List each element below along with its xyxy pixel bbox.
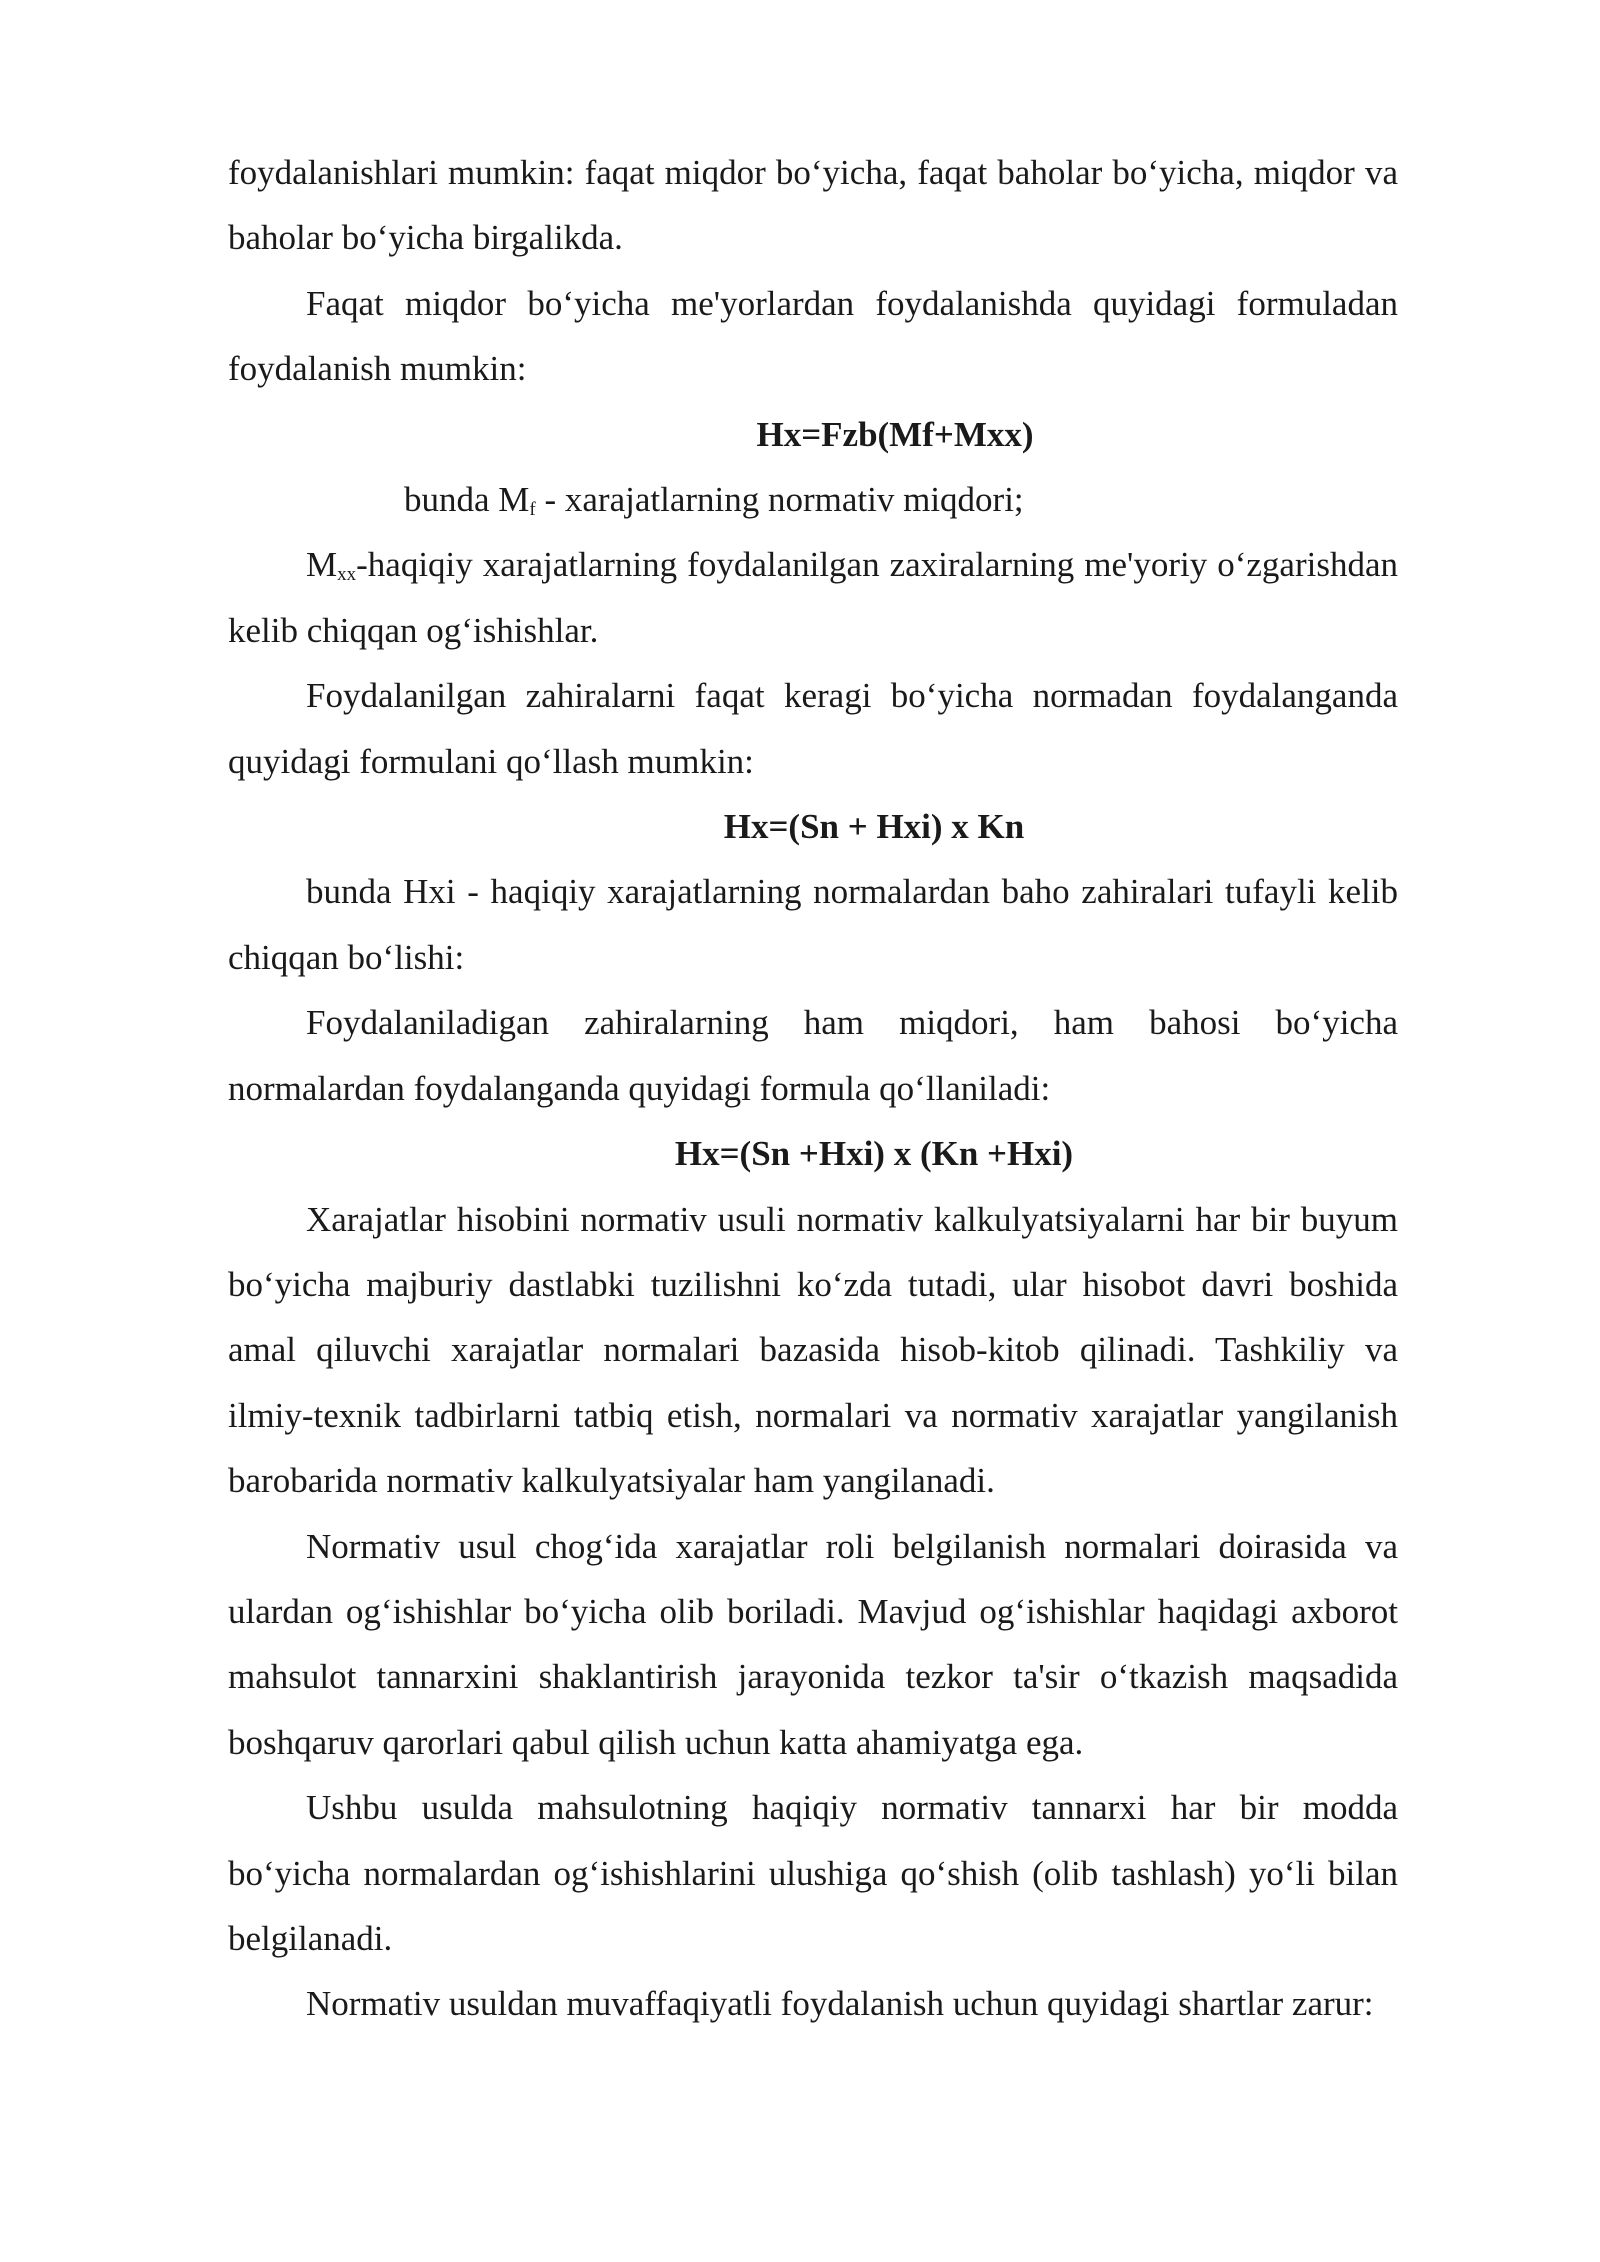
paragraph-conditions: Normativ usuldan muvaffaqiyatli foydalanish uchun quyidagi shartlar zarur:	[306, 1984, 1374, 2024]
definition-mxx-text: -haqiqiy xarajatlarning foydalanilgan zaxiralarning me'yoriy o‘zgarishdan kelib chiqqan og‘ishishlar.	[228, 545, 1398, 650]
paragraph-quantity-norms: Faqat miqdor bo‘yicha me'yorlardan foydalanishda quyidagi formuladan foydalanish mumkin:	[228, 283, 1398, 389]
paragraph-normative-method: Xarajatlar hisobini normativ usuli normativ kalkulyatsiyalarni har bir buyum bo‘yicha majburiy dastlabki tuzilishni ko‘zda tutadi, ular hisobot davri boshida amal qiluvchi xarajatlar normalari bazasida hisob-kitob qilinadi. Tashkiliy va ilmiy-texnik tadbirlarni tatbiq etish, normalari va normativ xarajatlar yangilanish barobarida normativ kalkulyatsiyalar ham yangilanadi.	[228, 1199, 1398, 1501]
definition-mf-prefix: bunda M	[404, 480, 530, 520]
document-page	[228, 140, 1398, 2037]
paragraph-intro: foydalanishlari mumkin: faqat miqdor bo‘yicha, faqat baholar bo‘yicha, miqdor va baholar bo‘yicha birgalikda.	[228, 153, 1398, 258]
paragraph-reserves-norms: Foydalanilgan zahiralarni faqat keragi bo‘yicha normadan foydalanganda quyidagi formulani qo‘llash mumkin:	[228, 676, 1398, 781]
definition-mf-text: - xarajatlarning normativ miqdori;	[535, 480, 1024, 520]
paragraph-actual-cost: Ushbu usulda mahsulotning haqiqiy normativ tannarxi har bir modda bo‘yicha normalardan og‘ishishlarini ulushiga qo‘shish (olib tashlash) yo‘li bilan belgilanadi.	[228, 1788, 1398, 1958]
formula-quantity: Hx=Fzb(Mf+Mxx)	[756, 414, 1034, 454]
paragraph-combined-norms: Foydalaniladigan zahiralarning ham miqdori, ham bahosi bo‘yicha normalardan foydalanganda quyidagi formula qo‘llaniladi:	[228, 1003, 1398, 1108]
formula-combined: Hx=(Sn +Hxi) x (Kn +Hxi)	[674, 1134, 1074, 1174]
definition-mf-subscript: f	[529, 499, 536, 521]
paragraph-deviations: Normativ usul chog‘ida xarajatlar roli belgilanish normalari doirasida va ulardan og‘ishishlar bo‘yicha olib boriladi. Mavjud og‘ishishlar haqidagi axborot mahsulot tannarxini shaklantirish jarayonida tezkor ta'sir o‘tkazish maqsadida boshqaruv qarorlari qabul qilish uchun katta ahamiyatga ega.	[228, 1526, 1398, 1762]
definition-hxi: bunda Hxi - haqiqiy xarajatlarning normalardan baho zahiralari tufayli kelib chiqqan bo‘lishi:	[228, 872, 1398, 977]
definition-mxx-subscript: xx	[337, 564, 357, 586]
definition-mf	[228, 467, 1398, 532]
definition-mxx	[228, 532, 1398, 663]
definition-mxx-prefix: M	[306, 545, 338, 585]
formula-reserves: Hx=(Sn + Hxi) x Kn	[723, 807, 1025, 847]
